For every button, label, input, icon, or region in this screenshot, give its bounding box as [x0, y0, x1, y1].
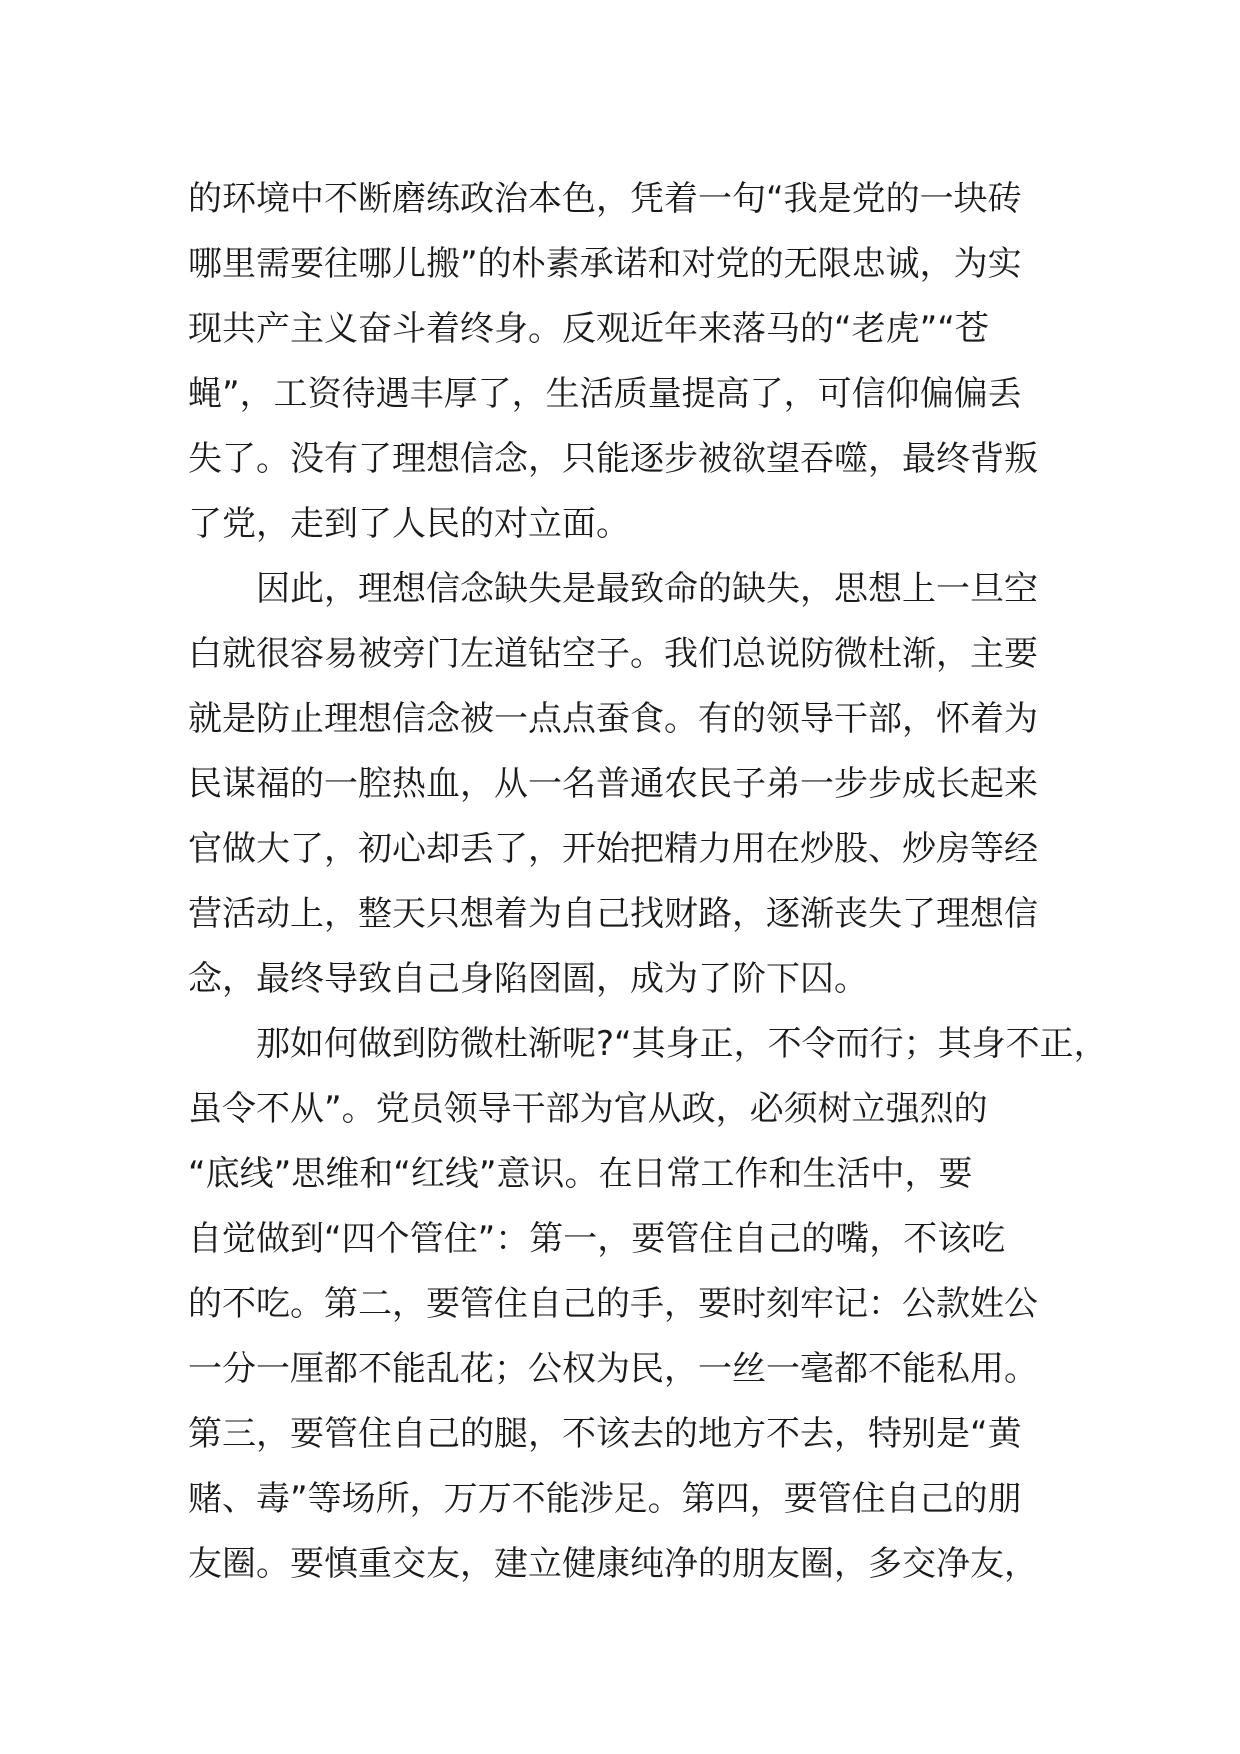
text-line: 因此，理想信念缺失是最致命的缺失，思想上一旦空 — [256, 569, 1038, 609]
text-line: “底线”思维和“红线”意识。在日常工作和生活中，要 — [188, 1154, 973, 1194]
text-line: 白就很容易被旁门左道钻空子。我们总说防微杜渐，主要 — [188, 634, 1038, 674]
text-line: 失了。没有了理想信念，只能逐步被欲望吞噬，最终背叛 — [188, 439, 1038, 479]
text-line: 念，最终导致自己身陷囹圄，成为了阶下囚。 — [188, 959, 868, 999]
text-line: 友圈。要慎重交友，建立健康纯净的朋友圈，多交净友， — [188, 1544, 1038, 1584]
text-line: 的不吃。第二，要管住自己的手，要时刻牢记：公款姓公 — [188, 1284, 1038, 1324]
text-line: 的环境中不断磨练政治本色，凭着一句“我是党的一块砖 — [188, 179, 1022, 219]
text-line: 赌、毒”等场所，万万不能涉足。第四，要管住自己的朋 — [188, 1479, 1022, 1519]
text-line: 那如何做到防微杜渐呢?“其身正，不令而行；其身不正， — [256, 1024, 1108, 1064]
body-text — [188, 167, 1108, 1597]
text-line: 民谋福的一腔热血，从一名普通农民子弟一步步成长起来 — [188, 764, 1038, 804]
text-line: 了党，走到了人民的对立面。 — [188, 504, 630, 544]
text-line: 一分一厘都不能乱花；公权为民，一丝一毫都不能私用。 — [188, 1349, 1038, 1389]
text-line: 虽令不从”。党员领导干部为官从政，必须树立强烈的 — [188, 1089, 988, 1129]
text-line: 第三，要管住自己的腿，不该去的地方不去，特别是“黄 — [188, 1414, 1022, 1454]
text-line: 就是防止理想信念被一点点蚕食。有的领导干部，怀着为 — [188, 699, 1038, 739]
text-line: 官做大了，初心却丢了，开始把精力用在炒股、炒房等经 — [188, 829, 1038, 869]
text-line: 蝇”，工资待遇丰厚了，生活质量提高了，可信仰偏偏丢 — [188, 374, 1022, 414]
text-line: 营活动上，整天只想着为自己找财路，逐渐丧失了理想信 — [188, 894, 1038, 934]
text-line: 现共产主义奋斗着终身。反观近年来落马的“老虎”“苍 — [188, 309, 989, 349]
text-line: 自觉做到“四个管住”：第一，要管住自己的嘴，不该吃 — [188, 1219, 1006, 1259]
text-line: 哪里需要往哪儿搬”的朴素承诺和对党的无限忠诚，为实 — [188, 244, 1022, 284]
